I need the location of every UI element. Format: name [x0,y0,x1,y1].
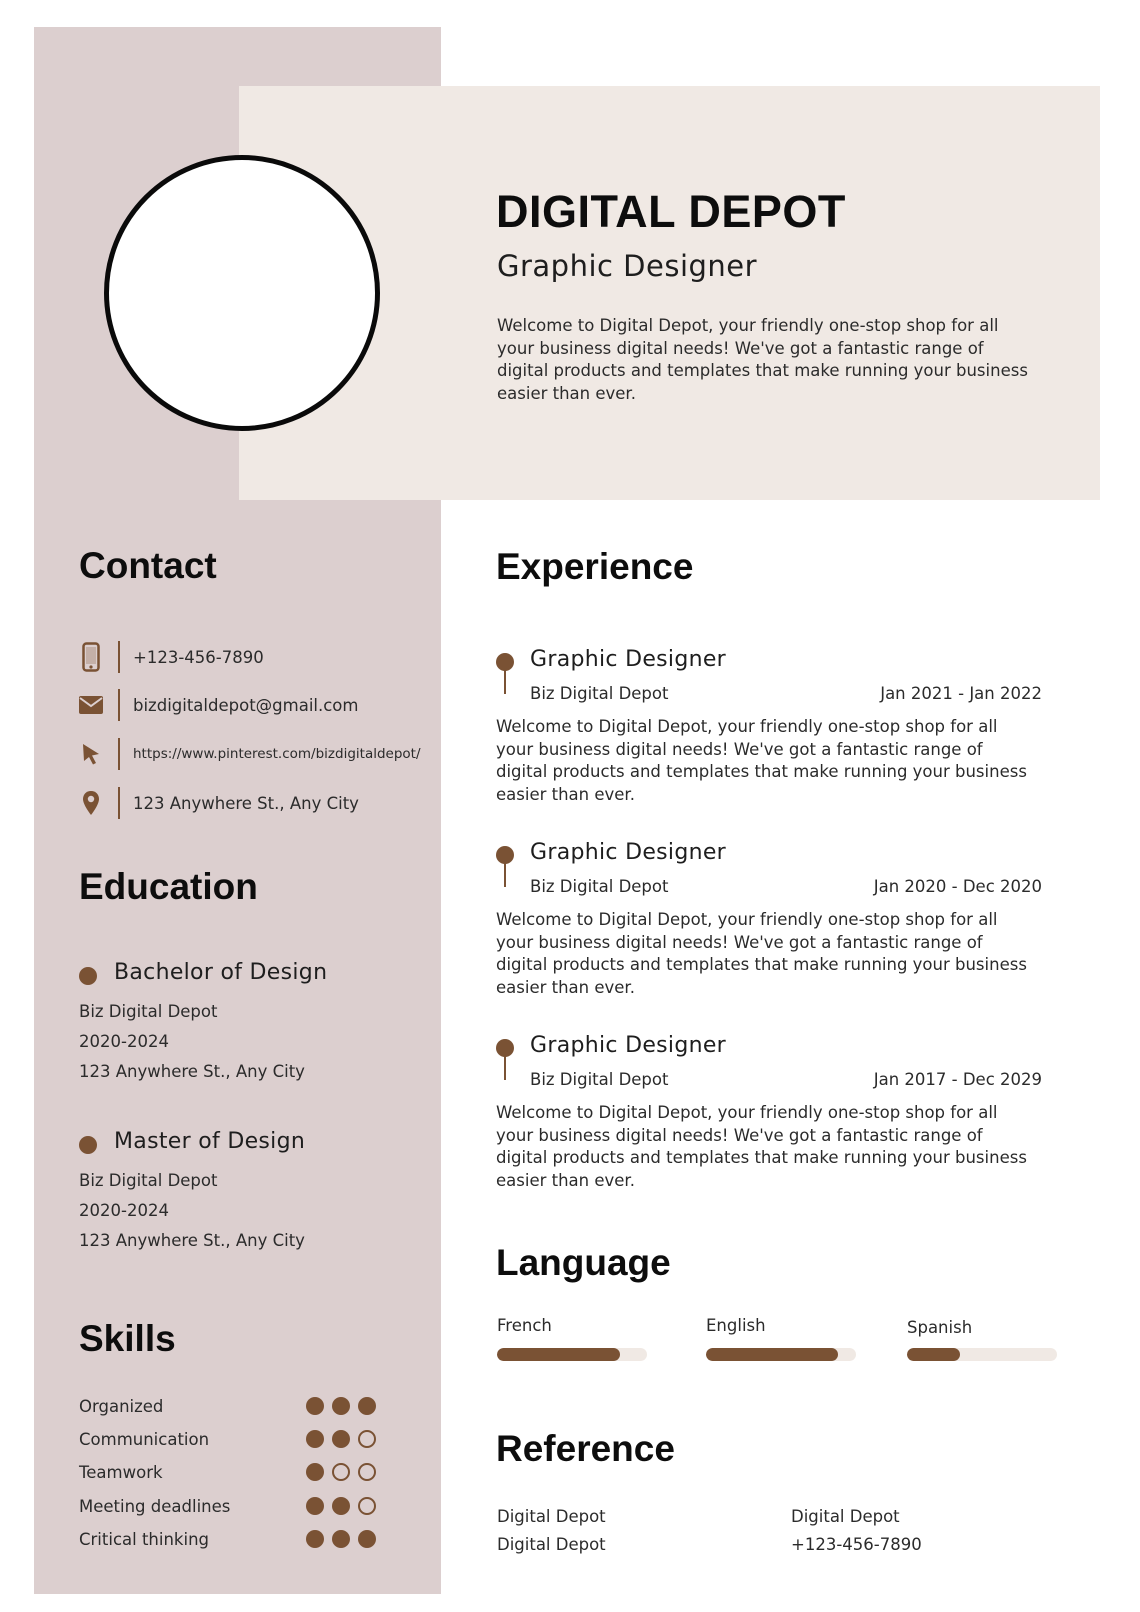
education-years: 2020-2024 [79,1201,169,1220]
experience-dates: Jan 2021 - Jan 2022 [880,684,1042,703]
skill-dot-filled-icon [306,1530,324,1548]
contact-heading: Contact [79,545,217,586]
language-bar [497,1348,647,1361]
experience-title: Graphic Designer [530,840,727,865]
education-bullet-icon [79,1136,97,1154]
language-heading: Language [496,1242,671,1283]
education-years: 2020-2024 [79,1032,169,1051]
reference-company: Digital Depot [497,1535,606,1554]
education-heading: Education [79,866,258,907]
skill-rating [306,1463,376,1481]
skill-name: Critical thinking [79,1530,209,1549]
language-name: English [706,1316,766,1335]
skill-dot-empty-icon [332,1463,350,1481]
skill-rating [306,1530,376,1548]
reference-phone: +123-456-7890 [791,1535,922,1554]
skill-name: Organized [79,1397,164,1416]
language-bar-fill [907,1348,960,1361]
skill-dot-empty-icon [358,1497,376,1515]
skill-dot-filled-icon [332,1397,350,1415]
education-school: Biz Digital Depot [79,1171,218,1190]
skill-dot-empty-icon [358,1463,376,1481]
skill-dot-filled-icon [358,1530,376,1548]
experience-dates: Jan 2020 - Dec 2020 [873,877,1042,896]
language-name: French [497,1316,552,1335]
education-degree: Bachelor of Design [114,960,328,985]
reference-name: Digital Depot [497,1507,606,1526]
page-title: DIGITAL DEPOT [496,186,846,237]
experience-title: Graphic Designer [530,1033,727,1058]
education-bullet-icon [79,967,97,985]
skill-dot-filled-icon [332,1430,350,1448]
contact-website [78,737,421,771]
experience-company: Biz Digital Depot [530,684,669,703]
mail-icon [78,690,104,720]
reference-company: Digital Depot [791,1507,900,1526]
skill-dot-empty-icon [358,1430,376,1448]
cursor-icon [78,739,104,769]
skill-name: Communication [79,1430,210,1449]
job-role: Graphic Designer [497,249,758,283]
skill-dot-filled-icon [306,1430,324,1448]
experience-company: Biz Digital Depot [530,1070,669,1089]
contact-address-text: 123 Anywhere St., Any City [133,793,359,813]
education-school: Biz Digital Depot [79,1002,218,1021]
experience-description: Welcome to Digital Depot, your friendly one-stop shop for all your business digital needs! We've got a fantastic range of digital products and templates that make running your business easier than ever. [496,910,1027,997]
skill-dot-filled-icon [306,1463,324,1481]
skill-name: Meeting deadlines [79,1497,231,1516]
language-bar-fill [706,1348,838,1361]
education-address: 123 Anywhere St., Any City [79,1231,305,1250]
skill-dot-filled-icon [306,1397,324,1415]
skill-dot-filled-icon [332,1497,350,1515]
language-name: Spanish [907,1318,973,1337]
profile-photo-placeholder [104,155,380,431]
contact-email [78,688,358,722]
contact-phone [78,640,264,674]
reference-heading: Reference [496,1428,675,1469]
skill-name: Teamwork [79,1463,163,1482]
experience-title: Graphic Designer [530,647,727,672]
skill-rating [306,1397,376,1415]
experience-dates: Jan 2017 - Dec 2029 [873,1070,1042,1089]
experience-description: Welcome to Digital Depot, your friendly one-stop shop for all your business digital needs! We've got a fantastic range of digital products and templates that make running your business easier than ever. [496,1103,1027,1190]
language-bar [907,1348,1057,1361]
skill-rating [306,1430,376,1448]
experience-description: Welcome to Digital Depot, your friendly one-stop shop for all your business digital needs! We've got a fantastic range of digital products and templates that make running your business easier than ever. [496,717,1027,804]
location-pin-icon [78,788,104,818]
experience-stem [504,668,506,694]
language-bar-fill [497,1348,620,1361]
language-bar [706,1348,856,1361]
skill-dot-filled-icon [306,1497,324,1515]
phone-icon [78,642,104,672]
contact-website-text: https://www.pinterest.com/bizdigitaldepot/ [133,746,421,762]
experience-stem [504,1054,506,1080]
contact-phone-text: +123-456-7890 [133,647,264,667]
summary-text: Welcome to Digital Depot, your friendly one-stop shop for all your business digital needs! We've got a fantastic range of digital products and templates that make running your business easier than ever. [497,316,1028,403]
skills-heading: Skills [79,1318,176,1359]
skill-dot-filled-icon [358,1397,376,1415]
experience-stem [504,861,506,887]
education-degree: Master of Design [114,1129,306,1154]
experience-heading: Experience [496,546,694,587]
contact-email-text: bizdigitaldepot@gmail.com [133,695,359,715]
education-address: 123 Anywhere St., Any City [79,1062,305,1081]
experience-company: Biz Digital Depot [530,877,669,896]
skill-dot-filled-icon [332,1530,350,1548]
contact-address [78,786,359,820]
skill-rating [306,1497,376,1515]
